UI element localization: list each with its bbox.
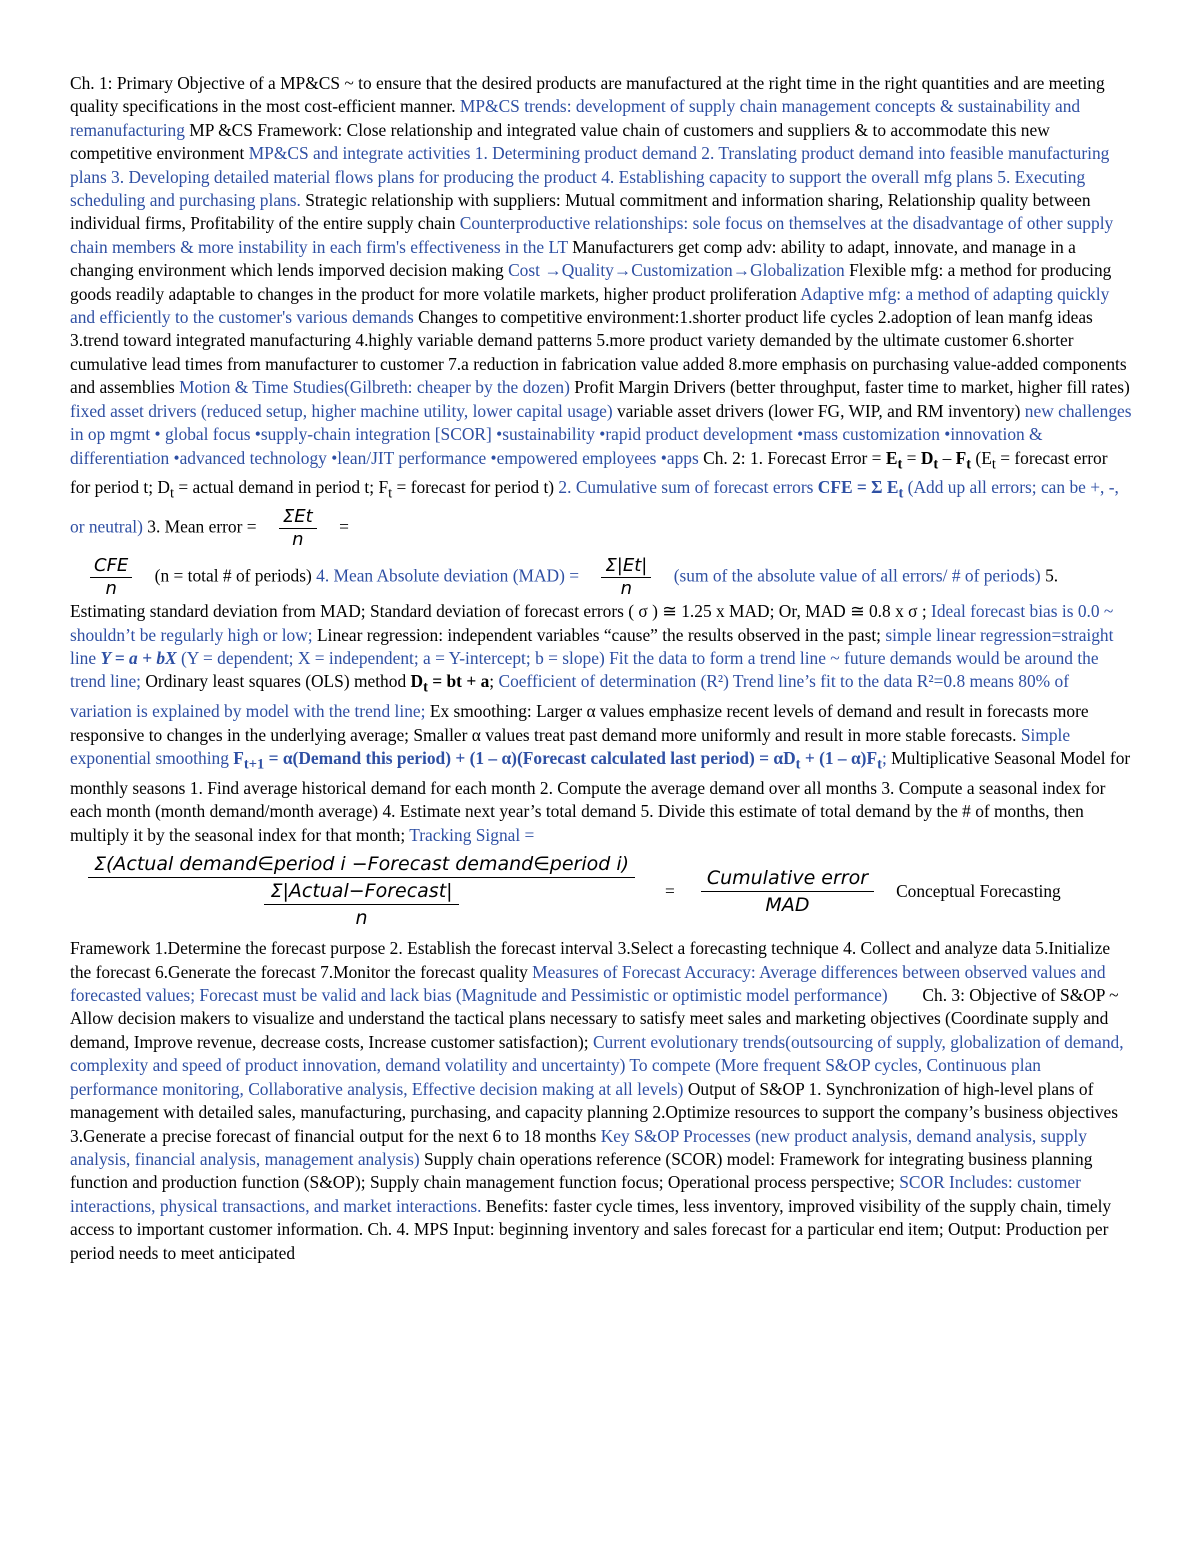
fraction-denominator: MAD: [765, 893, 810, 916]
formula-part: ;: [881, 748, 887, 769]
text-run-highlight: MP&CS and integrate activities 1. Determining product demand 2. Translating product demand into feasible manufacturing plans 3. Developing detailed material flows plans for producing the product 4. Establishing capacity to support the overall mfg plans 5. Executing scheduling and purchasing plans.: [70, 143, 1110, 211]
text-run-highlight: 2. Cumulative sum of forecast errors: [554, 477, 818, 498]
formula-sub: t+1: [243, 756, 265, 773]
formula-part: ;: [489, 671, 495, 692]
text-run-highlight: fixed asset drivers (reduced setup, higher machine utility, lower capital usage): [70, 400, 613, 421]
formula-sub: t: [795, 756, 801, 773]
formula-sub: t: [898, 485, 904, 502]
fraction-denominator: n: [620, 578, 633, 600]
text-run-highlight: MP&CS trends: development of supply chain management concepts & sustainability and remanufacturing: [70, 96, 1081, 140]
text-run-highlight: Adaptive mfg: a method of adapting quickly and efficiently to the customer's various demands: [70, 283, 1110, 328]
text-run-highlight: Measures of Forecast Accuracy: Average differences between observed values and forecasted values; Forecast must be valid and lack bias (Magnitude and Pessimistic or optimistic model performance): [70, 961, 1106, 1006]
nested-fraction: [264, 878, 458, 931]
fraction-numerator: CFE: [90, 555, 132, 578]
formula-part: D: [410, 671, 424, 692]
formula-part: = bt + a: [427, 671, 490, 692]
fraction-denominator: n: [355, 907, 368, 930]
text-run-highlight: (Add up all errors; can be +, -, or neutral): [70, 477, 1119, 537]
text-run-highlight: Counterproductive relationships: sole focus on themselves at the disadvantage of other supply chain members & more instability in each firm's effectiveness in the LT: [70, 213, 1114, 257]
text-run: Ch. 1: Primary Objective of a MP&CS ~ to ensure that the desired products are manufactured at the right time in the right quantities and are meeting quality specifications in the most cost-efficient manner.: [70, 73, 1105, 117]
text-run-highlight: (Y = dependent; X = independent; a = Y-intercept; b = slope) Fit the data to form a trend line ~ future demands would be around the trend line;: [70, 648, 1099, 692]
formula-part: = actual demand in period t; F: [174, 477, 389, 498]
formula-part: CFE = Σ E: [817, 477, 899, 498]
formula-sub: t: [877, 756, 882, 773]
text-run-highlight: Current evolutionary trends(outsourcing of supply, globalization of demand, complexity and speed of product innovation, demand volatility and uncertainty) To compete (More frequent S&OP cycles, Continuous plan performance monitoring, Collaborative analysis, Effective decision making at all levels): [70, 1031, 1124, 1099]
formula-part: E: [885, 447, 898, 468]
text-run: Ch. 3: Objective of S&OP ~ Allow decision makers to visualize and understand the tactical plans necessary to satisfy meet sales and marketing objectives (Coordinate supply and demand, Improve revenue, decrease costs, Increase customer satisfaction);: [70, 985, 1122, 1052]
formula-part: D: [920, 447, 934, 468]
formula-part: =: [902, 447, 921, 468]
formula-part: = forecast for period t): [392, 477, 555, 498]
formula-sub: t: [933, 455, 939, 472]
paragraph-chapter-3: [70, 937, 1132, 1265]
formula-part: = α(Demand this period) + (1 – α)(Forecast calculated last period) = αD: [264, 748, 796, 769]
text-run: Flexible mfg: a method for producing goods readily adaptable to changes in the product for more volatile markets, higher product proliferation: [70, 260, 1112, 304]
formula-part: Y = a + bX: [100, 648, 177, 669]
paragraph-cfe-line: [70, 555, 1132, 847]
text-run: Framework 1.Determine the forecast purpose 2. Establish the forecast interval 3.Select a forecasting technique 4. Collect and analyze data 5.Initialize the forecast 6.Generate the forecast 7.Monitor the forecast quality: [70, 938, 1111, 982]
formula-sub: t: [897, 455, 903, 472]
text-run-highlight: simple linear regression=straight line: [70, 624, 1114, 669]
fraction-denominator: n: [292, 529, 304, 551]
text-run-highlight: Cost →Quality→Customization→Globalization: [508, 260, 845, 281]
text-run-highlight: Tracking Signal =: [405, 824, 535, 845]
mad-fraction: [601, 555, 651, 600]
text-run: Ch. 2: 1. Forecast Error =: [703, 447, 886, 468]
text-run: Multiplicative Seasonal Model for monthly seasons 1. Find average historical demand for each month 2. Compute the average demand over all months 3. Compute a seasonal index for each month (month demand/month average) 4. Estimate next year’s total demand 5. Divide this estimate of total demand by the # of months, then multiply it by the seasonal index for that month;: [70, 748, 1131, 845]
text-run-highlight: Motion & Time Studies(Gilbreth: cheaper by the dozen): [179, 377, 570, 398]
text-run-highlight: Key S&OP Processes (new product analysis, demand analysis, supply analysis, financial analysis, management analysis): [70, 1125, 1087, 1169]
text-run: 5. Estimating standard deviation from MAD; Standard deviation of forecast errors ( σ ) ≅ 1.25 x MAD; Or, MAD ≅ 0.8 x σ ;: [70, 565, 1059, 622]
text-run-highlight: Ideal forecast bias is 0.0 ~ shouldn’t be regularly high or low;: [70, 601, 1114, 645]
formula-part: F: [955, 447, 967, 468]
text-run: Benefits: faster cycle times, less inventory, improved visibility of the supply chain, timely access to important customer information. Ch. 4. MPS Input: beginning inventory and sales forecast for a particular end item; Output: Production per period needs to meet anticipated: [70, 1195, 1112, 1263]
text-run: Manufacturers get comp adv: ability to adapt, innovate, and manage in a changing environment which lends imporved decision making: [70, 236, 1076, 281]
text-run: Profit Margin Drivers (better throughput, faster time to market, higher fill rates): [574, 377, 1130, 398]
text-run: MP &CS Framework: Close relationship and integrated value chain of customers and suppliers & to accommodate this new competitive environment: [70, 119, 1050, 164]
equals-sign: =: [339, 516, 349, 537]
fraction-denominator: [88, 878, 635, 931]
formula-sub: t: [388, 485, 393, 502]
formula-part: = forecast error for period t; D: [70, 447, 1108, 498]
text-run: Ordinary least squares (OLS) method: [141, 671, 411, 692]
text-run: (n = total # of periods): [154, 565, 312, 586]
fraction-denominator: n: [105, 578, 117, 600]
text-run-highlight: (sum of the absolute value of all errors/ # of periods): [673, 565, 1041, 586]
text-run: Strategic relationship with suppliers: Mutual commitment and information sharing, Relationship quality between individual firms, Profitability of the entire supply chain: [70, 190, 1091, 234]
text-run: Conceptual Forecasting: [896, 880, 1061, 901]
fraction-numerator: ΣEt: [279, 506, 317, 529]
paragraph-chapter-1: [70, 72, 1132, 551]
cfe-fraction: [90, 555, 132, 600]
fraction-numerator: Σ|Et|: [601, 555, 651, 578]
formula-part: –: [938, 447, 956, 468]
formula-sub: t: [991, 455, 996, 472]
document-page: [70, 72, 1132, 1265]
text-run: Supply chain operations reference (SCOR) model: Framework for integrating business planning function and production function (S&OP); Supply chain management function focus; Operational process perspective;: [70, 1148, 1093, 1193]
text-run-highlight: Coefficient of determination (R²) Trend line’s fit to the data R²=0.8 means 80% of variation is explained by model with the trend line;: [70, 671, 1069, 722]
text-run: Ex smoothing: Larger α values emphasize recent levels of demand and result in forecasts more responsive to changes in the underlying average; Smaller α values treat past demand more uniformly and result in more stable forecasts.: [70, 701, 1089, 745]
text-run: variable asset drivers (lower FG, WIP, and RM inventory): [616, 400, 1021, 421]
text-run: Output of S&OP 1. Synchronization of high-level plans of management with detailed sales, manufacturing, purchasing, and capacity planning 2.Optimize resources to support the company’s business objectives 3.Generate a precise forecast of financial output for the next 6 to 18 months: [70, 1078, 1118, 1146]
cumulative-error-fraction: [701, 865, 874, 918]
fraction-numerator: Cumulative error: [701, 865, 874, 892]
mean-error-fraction: [279, 506, 317, 551]
equals-sign: =: [665, 880, 675, 901]
formula-sub: t: [966, 455, 972, 472]
fraction-numerator: Σ|Actual−Forecast|: [264, 878, 458, 905]
text-run-highlight: 4. Mean Absolute deviation (MAD) =: [311, 565, 580, 586]
formula-part: + (1 – α)F: [800, 748, 878, 769]
tracking-signal-fraction: [88, 851, 635, 931]
text-run: Linear regression: independent variables “cause” the results observed in the past;: [312, 624, 882, 645]
formula-part: F: [233, 748, 244, 769]
text-run-highlight: Simple exponential smoothing: [70, 724, 1071, 769]
text-run: 3. Mean error =: [142, 516, 261, 537]
tracking-signal-equation: [70, 851, 1132, 931]
formula-sub: t: [169, 485, 175, 502]
text-run-highlight: new challenges in op mgmt • global focus •supply-chain integration [SCOR] •sustainability •rapid product development •mass customization •innovation & differentiation •advanced technology •lean/JIT performance •empowered employees •apps: [70, 400, 1132, 468]
fraction-numerator: Σ(Actual demand∈period i −Forecast demand∈period i): [88, 851, 635, 878]
text-run: Changes to competitive environment:1.shorter product life cycles 2.adoption of lean manfg ideas 3.trend toward integrated manufacturing 4.highly variable demand patterns 5.more product variety demanded by the ultimate customer 6.shorter cumulative lead times from manufacturer to customer 7.a reduction in fabrication value added 8.more emphasis on purchasing value-added components and assemblies: [70, 307, 1127, 398]
formula-sub: t: [423, 679, 428, 696]
text-run-highlight: SCOR Includes: customer interactions, physical transactions, and market interactions.: [70, 1172, 1081, 1216]
formula-part: (E: [971, 447, 992, 468]
